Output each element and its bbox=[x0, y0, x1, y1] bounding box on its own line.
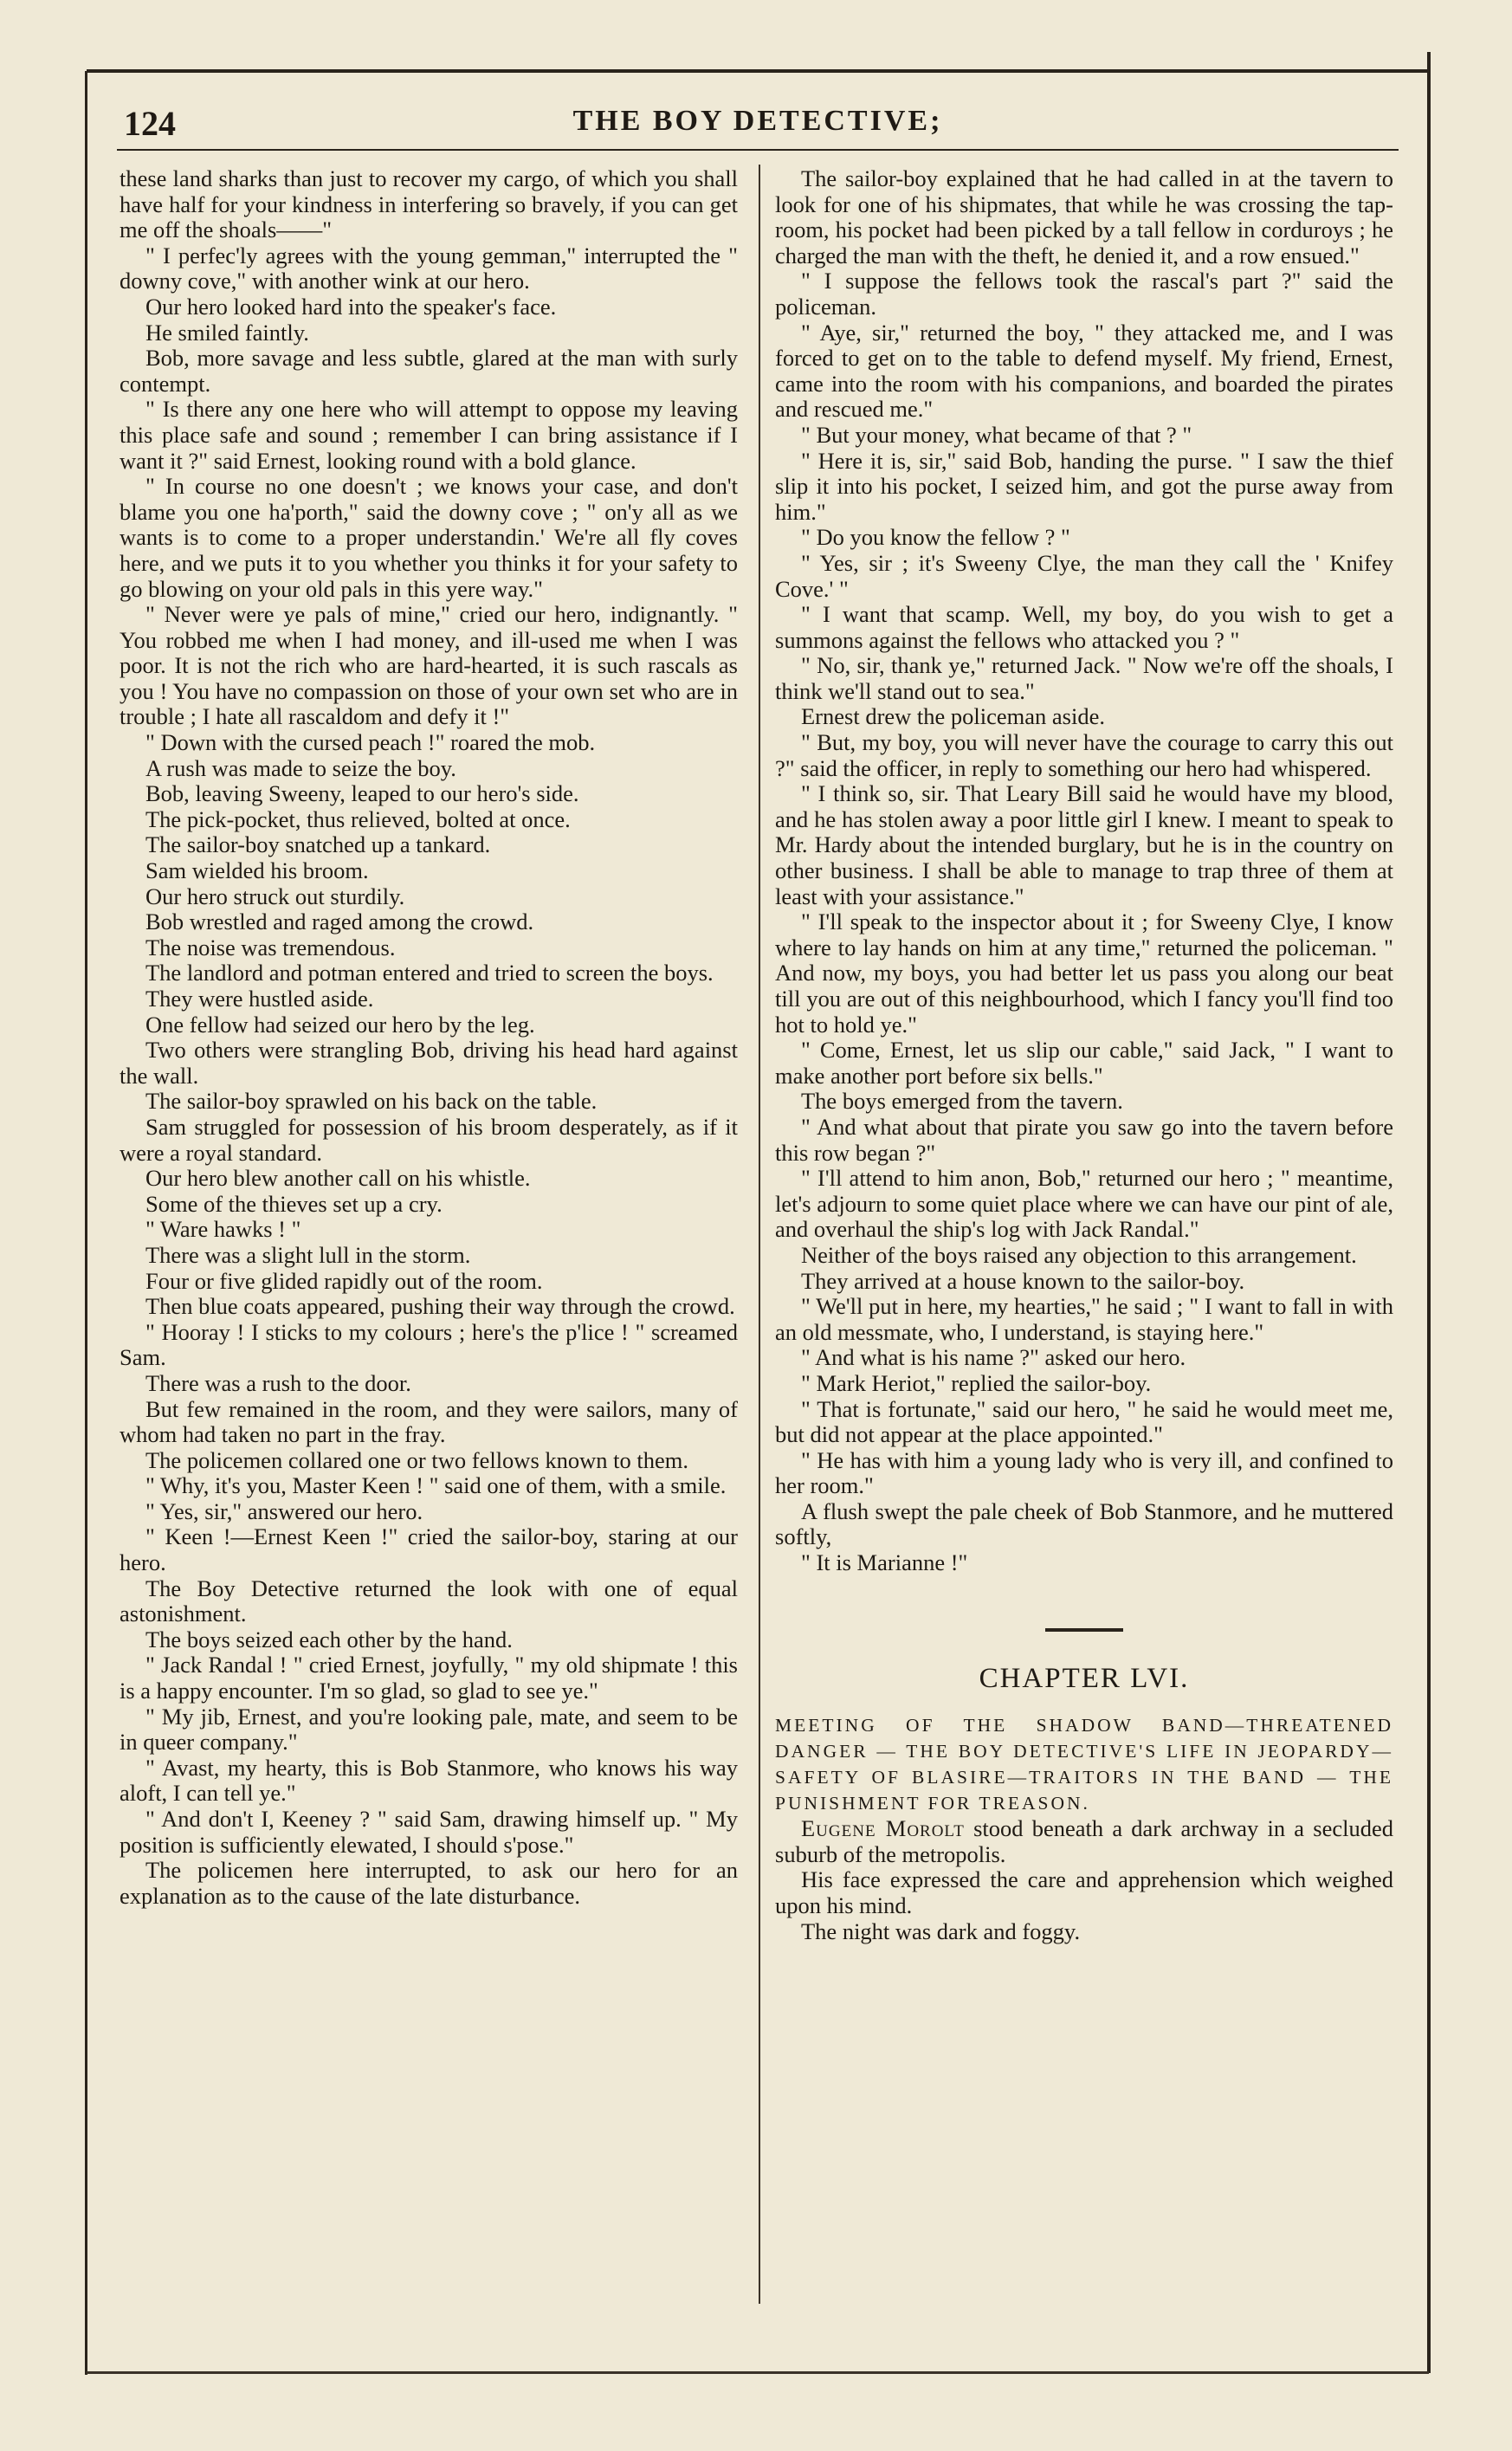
paragraph: " Yes, sir," answered our hero. bbox=[145, 1497, 423, 1524]
paragraph: Our hero looked hard into the speaker's face. bbox=[145, 293, 557, 320]
paragraph: " I'll attend to him anon, Bob," returned our hero ; " meantime, let's adjourn to some quiet place where we can have our pint of ale, and overhaul the ship's log with Jack Randal." bbox=[775, 1165, 1393, 1243]
paragraph: The policemen collared one or two fellows known to them. bbox=[145, 1446, 688, 1473]
paragraph: " In course no one doesn't ; we knows your case, and don't blame you one ha'porth," said the downy cove ; " on'y all as we wants is to come to a proper understandin.' We're all fly coves here, and we puts it to you whether you thinks it for your safety to go blowing on your old pals in this yere way." bbox=[120, 473, 738, 602]
paragraph: " And don't I, Keeney ? " said Sam, drawing himself up. " My position is sufficiently elewated, I should s'pose." bbox=[120, 1806, 738, 1858]
paragraph: " Keen !—Ernest Keen !" cried the sailor-boy, staring at our hero. bbox=[120, 1523, 738, 1576]
paragraph: " Ware hawks ! " bbox=[145, 1216, 301, 1243]
paragraph: One fellow had seized our hero by the leg. bbox=[145, 1011, 535, 1038]
chapter-opening-paragraph bbox=[775, 1816, 1393, 1867]
paragraph: Bob, more savage and less subtle, glared at the man with surly contempt. bbox=[120, 345, 738, 397]
paragraph: " But your money, what became of that ? " bbox=[801, 421, 1192, 448]
paragraph: " Down with the cursed peach !" roared the mob. bbox=[145, 729, 596, 756]
paragraph: Then blue coats appeared, pushing their way through the crowd. bbox=[145, 1293, 735, 1320]
header-rule bbox=[117, 149, 1399, 151]
paragraph: A flush swept the pale cheek of Bob Stanmore, and he muttered softly, bbox=[775, 1497, 1393, 1550]
paragraph: " I'll speak to the inspector about it ; for Sweeny Clye, I know where to lay hands on him at any time," returned the policeman. " And now, my boys, you had better let us pass you along our beat till you are out of this neighbourhood, which I fancy you'll find too hot to hold ye." bbox=[775, 909, 1393, 1038]
paragraph: The boys emerged from the tavern. bbox=[801, 1088, 1123, 1115]
paragraph: Ernest drew the policeman aside. bbox=[801, 703, 1105, 730]
chapter-title: CHAPTER LVI. bbox=[979, 1662, 1190, 1694]
paragraph: The night was dark and foggy. bbox=[801, 1917, 1081, 1944]
paragraph: these land sharks than just to recover my cargo, of which you shall have half for your kindness in interfering so bravely, if you can get me off the shoals——" bbox=[120, 165, 738, 243]
paragraph: Bob wrestled and raged among the crowd. bbox=[145, 909, 534, 935]
paragraph: Sam wielded his broom. bbox=[145, 857, 369, 884]
paragraph: They arrived at a house known to the sailor-boy. bbox=[801, 1267, 1245, 1294]
paragraph: " I think so, sir. That Leary Bill said he would have my blood, and he has stolen away a poor little girl I knew. I meant to speak to Mr. Hardy about the intended burglary, but he is in the country on other business. I shall be able to manage to trap three of them at least with your assistance." bbox=[775, 780, 1393, 909]
chapter-lead-text: stood beneath a dark archway in a secluded suburb of the metropolis. bbox=[775, 1815, 1393, 1867]
paragraph: Some of the thieves set up a cry. bbox=[145, 1190, 443, 1217]
paragraph: The noise was tremendous. bbox=[145, 934, 396, 960]
paragraph: The landlord and potman entered and tried to screen the boys. bbox=[145, 960, 714, 986]
paragraph: " Why, it's you, Master Keen ! " said one of them, with a smile. bbox=[145, 1472, 727, 1499]
paragraph: " Do you know the fellow ? " bbox=[801, 524, 1070, 551]
paragraph: " My jib, Ernest, and you're looking pale, mate, and seem to be in queer company." bbox=[120, 1703, 738, 1756]
paragraph: Sam struggled for possession of his broom desperately, as if it were a royal standard. bbox=[120, 1113, 738, 1166]
left-column bbox=[120, 166, 738, 1909]
paragraph: They were hustled aside. bbox=[145, 986, 374, 1012]
paragraph: " I want that scamp. Well, my boy, do you wish to get a summons against the fellows who attacked you ? " bbox=[775, 601, 1393, 653]
paragraph: " Here it is, sir," said Bob, handing the purse. " I saw the thief slip it into his pocket, I seized him, and got the purse away from him." bbox=[775, 447, 1393, 525]
right-column-body bbox=[775, 166, 1393, 1576]
section-ornament bbox=[1045, 1628, 1123, 1632]
paragraph: " Avast, my hearty, this is Bob Stanmore, who knows his way aloft, I can tell ye." bbox=[120, 1754, 738, 1807]
paragraph: " Is there any one here who will attempt to oppose my leaving this place safe and sound ; remember I can bring assistance if I want it ?" said Ernest, looking round with a bold glance. bbox=[120, 396, 738, 474]
paragraph: " I suppose the fellows took the rascal's part ?" said the policeman. bbox=[775, 268, 1393, 320]
paragraph: " But, my boy, you will never have the courage to carry this out ?" said the officer, in reply to something our hero had whispered. bbox=[775, 729, 1393, 781]
paragraph: The boys seized each other by the hand. bbox=[145, 1626, 513, 1652]
paragraph: " Aye, sir," returned the boy, " they attacked me, and I was forced to get on to the table to defend myself. My friend, Ernest, came into the room with his companions, and boarded the pirates and rescued me." bbox=[775, 319, 1393, 423]
paragraph: " And what is his name ?" asked our hero. bbox=[801, 1344, 1186, 1371]
column-divider bbox=[759, 165, 760, 2304]
paragraph: There was a rush to the door. bbox=[145, 1369, 411, 1396]
paragraph: Bob, leaving Sweeny, leaped to our hero's side. bbox=[145, 780, 579, 807]
paragraph: " Come, Ernest, let us slip our cable," said Jack, " I want to make another port before six bells." bbox=[775, 1037, 1393, 1089]
paragraph: " Hooray ! I sticks to my colours ; here's the p'lice ! " screamed Sam. bbox=[120, 1318, 738, 1371]
paragraph: Our hero blew another call on his whistle. bbox=[145, 1165, 531, 1192]
page-number: 124 bbox=[124, 104, 176, 143]
paragraph: Four or five glided rapidly out of the room. bbox=[145, 1267, 543, 1294]
right-border-rule bbox=[1427, 52, 1431, 2373]
paragraph: " Mark Heriot," replied the sailor-boy. bbox=[801, 1369, 1152, 1396]
paragraph: He smiled faintly. bbox=[145, 319, 309, 346]
paragraph: There was a slight lull in the storm. bbox=[145, 1241, 471, 1268]
paragraph: " He has with him a young lady who is very ill, and confined to her room." bbox=[775, 1446, 1393, 1499]
chapter-synopsis: MEETING OF THE SHADOW BAND—THREATENED DANGER — THE BOY DETECTIVE'S LIFE IN JEOPARDY—SAFETY OF BLASIRE—TRAITORS IN THE BAND — THE PUNISHMENT FOR TREASON. bbox=[775, 1715, 1393, 1814]
chapter-body bbox=[775, 1867, 1393, 1944]
paragraph: " It is Marianne !" bbox=[801, 1549, 968, 1576]
paragraph: A rush was made to seize the boy. bbox=[145, 754, 456, 781]
page-header bbox=[117, 100, 1399, 152]
paragraph: The pick-pocket, thus relieved, bolted at once. bbox=[145, 805, 571, 832]
paragraph: " No, sir, thank ye," returned Jack. " Now we're off the shoals, I think we'll stand out to sea." bbox=[775, 652, 1393, 704]
paragraph: Our hero struck out sturdily. bbox=[145, 883, 405, 909]
running-title: THE BOY DETECTIVE; bbox=[572, 105, 943, 137]
paragraph: Two others were strangling Bob, driving his head hard against the wall. bbox=[120, 1037, 738, 1089]
top-border-rule bbox=[87, 69, 1429, 73]
bottom-border-rule bbox=[87, 2371, 1429, 2374]
paragraph: " I perfec'ly agrees with the young gemman," interrupted the " downy cove," with another wink at our hero. bbox=[120, 242, 738, 294]
paragraph: " Yes, sir ; it's Sweeny Clye, the man they call the ' Knifey Cove.' " bbox=[775, 549, 1393, 602]
paragraph: " That is fortunate," said our hero, " he said he would meet me, but did not appear at the place appointed." bbox=[775, 1395, 1393, 1448]
left-border-rule bbox=[85, 71, 87, 2375]
paragraph: But few remained in the room, and they were sailors, many of whom had taken no part in the fray. bbox=[120, 1395, 738, 1448]
paragraph: His face expressed the care and apprehension which weighed upon his mind. bbox=[775, 1866, 1393, 1919]
chapter-lead-name: Eugene Morolt bbox=[801, 1815, 965, 1842]
paragraph: " And what about that pirate you saw go into the tavern before this row began ?" bbox=[775, 1113, 1393, 1166]
paragraph: The Boy Detective returned the look with one of equal astonishment. bbox=[120, 1575, 738, 1627]
paragraph: " Never were ye pals of mine," cried our hero, indignantly. " You robbed me when I had money, and ill-used me when I was poor. It is not the rich who are hard-hearted, it is such rascals as you ! You have no compassion on those of your own set who are in trouble ; I hate all rascaldom and defy it !" bbox=[120, 601, 738, 730]
paragraph: " We'll put in here, my hearties," he said ; " I want to fall in with an old messmate, who, I understand, is staying here." bbox=[775, 1293, 1393, 1345]
paragraph: The sailor-boy explained that he had called in at the tavern to look for one of his shipmates, that while he was crossing the tap-room, his pocket had been picked by a tall fellow in corduroys ; he charged the man with the theft, he denied it, and a row ensued." bbox=[775, 165, 1393, 268]
right-column bbox=[775, 166, 1393, 1944]
paragraph: Neither of the boys raised any objection to this arrangement. bbox=[801, 1241, 1357, 1268]
paragraph: The sailor-boy snatched up a tankard. bbox=[145, 831, 491, 858]
paragraph: " Jack Randal ! " cried Ernest, joyfully, " my old shipmate ! this is a happy encounter. I'm so glad, so glad to see ye." bbox=[120, 1652, 738, 1704]
paragraph: The policemen here interrupted, to ask our hero for an explanation as to the cause of the late disturbance. bbox=[120, 1857, 738, 1909]
paragraph: The sailor-boy sprawled on his back on the table. bbox=[145, 1088, 598, 1115]
